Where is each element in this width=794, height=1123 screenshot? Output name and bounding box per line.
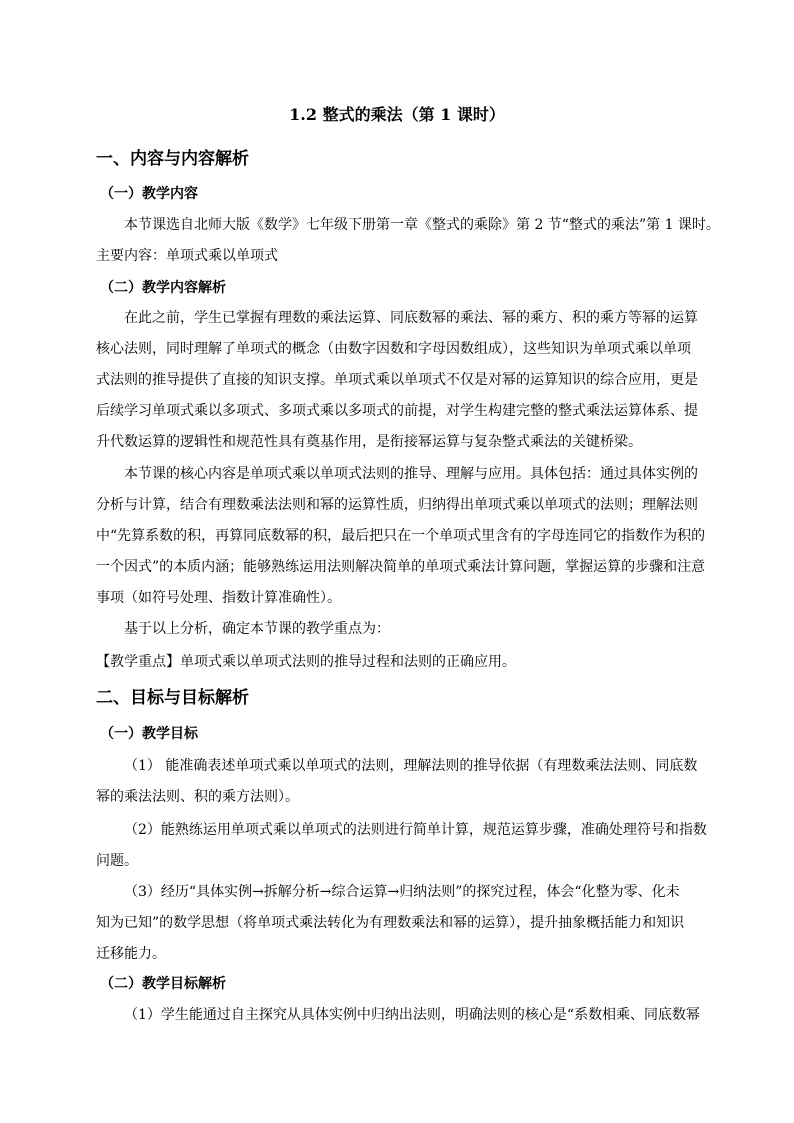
subheading-teaching-content: （一）教学内容 <box>100 186 198 202</box>
section-heading-goals: 二、目标与目标解析 <box>96 688 249 708</box>
text-line: 本节课的核心内容是单项式乘以单项式法则的推导、理解与应用。具体包括：通过具体实例的 <box>124 466 698 482</box>
text-line: 中“先算系数的积，再算同底数幂的积，最后把只在一个单项式里含有的字母连同它的指数作为积的 <box>96 528 706 544</box>
subheading-content-analysis: （二）教学内容解析 <box>100 280 226 296</box>
text-line: 核心法则，同时理解了单项式的概念（由数字因数和字母因数组成），这些知识为单项式乘以单项 <box>96 341 691 357</box>
text-line: （1）学生能通过自主探究从具体实例中归纳出法则，明确法则的核心是“系数相乘、同底数幂 <box>124 1007 701 1023</box>
text-line: 迁移能力。 <box>96 946 166 962</box>
goal-3 <box>96 877 716 970</box>
paragraph-teaching-content <box>96 210 720 272</box>
subheading-goal-analysis: （二）教学目标解析 <box>100 976 226 992</box>
goal-analysis-1 <box>96 1000 716 1031</box>
key-point: 【教学重点】单项式乘以单项式法则的推导过程和法则的正确应用。 <box>96 654 516 670</box>
text-line: 在此之前，学生已掌握有理数的乘法运算、同底数幂的乘法、幂的乘方、积的乘方等幂的运算 <box>124 310 698 326</box>
paragraph-content-analysis-1 <box>96 303 716 458</box>
text-line: 式法则的推导提供了直接的知识支撑。单项式乘以单项式不仅是对幂的运算知识的综合应用，更是 <box>96 372 698 388</box>
paragraph-content-analysis-2 <box>96 459 716 614</box>
text-line: 事项（如符号处理、指数计算准确性）。 <box>96 590 341 606</box>
text-line: 基于以上分析，确定本节课的教学重点为： <box>124 621 390 637</box>
text-line: 一个因式”的本质内涵；能够熟练运用法则解决简单的单项式乘法计算问题，掌握运算的步骤和注意 <box>96 559 706 575</box>
text-line: 本节课选自北师大版《数学》七年级下册第一章《整式的乘除》第 2 节“整式的乘法”第 1 课时。 <box>124 217 720 233</box>
text-line: （2）能熟练运用单项式乘以单项式的法则进行简单计算，规范运算步骤，准确处理符号和指数 <box>124 822 707 838</box>
subheading-teaching-goals: （一）教学目标 <box>100 726 198 742</box>
text-line: （1） 能准确表述单项式乘以单项式的法则，理解法则的推导依据（有理数乘法法则、同底数 <box>124 758 698 774</box>
section-heading-content-analysis: 一、内容与内容解析 <box>96 149 249 169</box>
text-line: 知为已知”的数学思想（将单项式乘法转化为有理数乘法和幂的运算），提升抽象概括能力和知识 <box>96 915 685 931</box>
text-line: 问题。 <box>96 853 138 869</box>
goal-2 <box>96 815 716 877</box>
text-line: 后续学习单项式乘以多项式、多项式乘以多项式的前提，对学生构建完整的整式乘法运算体系、提 <box>96 403 698 419</box>
text-line: 升代数运算的逻辑性和规范性具有奠基作用，是衔接幂运算与复杂整式乘法的关键桥梁。 <box>96 434 642 450</box>
goal-1 <box>96 751 716 813</box>
text-line: 分析与计算，结合有理数乘法法则和幂的运算性质，归纳得出单项式乘以单项式的法则；理解法则 <box>96 497 698 513</box>
paragraph-basis <box>96 614 716 645</box>
document-title: 1.2 整式的乘法（第 1 课时） <box>289 105 505 124</box>
text-line: 主要内容：单项式乘以单项式 <box>96 248 278 264</box>
text-line: （3）经历“具体实例→拆解分析→综合运算→归纳法则”的探究过程，体会“化整为零、化未 <box>124 884 680 900</box>
text-line: 幂的乘法法则、积的乘方法则）。 <box>96 789 299 805</box>
